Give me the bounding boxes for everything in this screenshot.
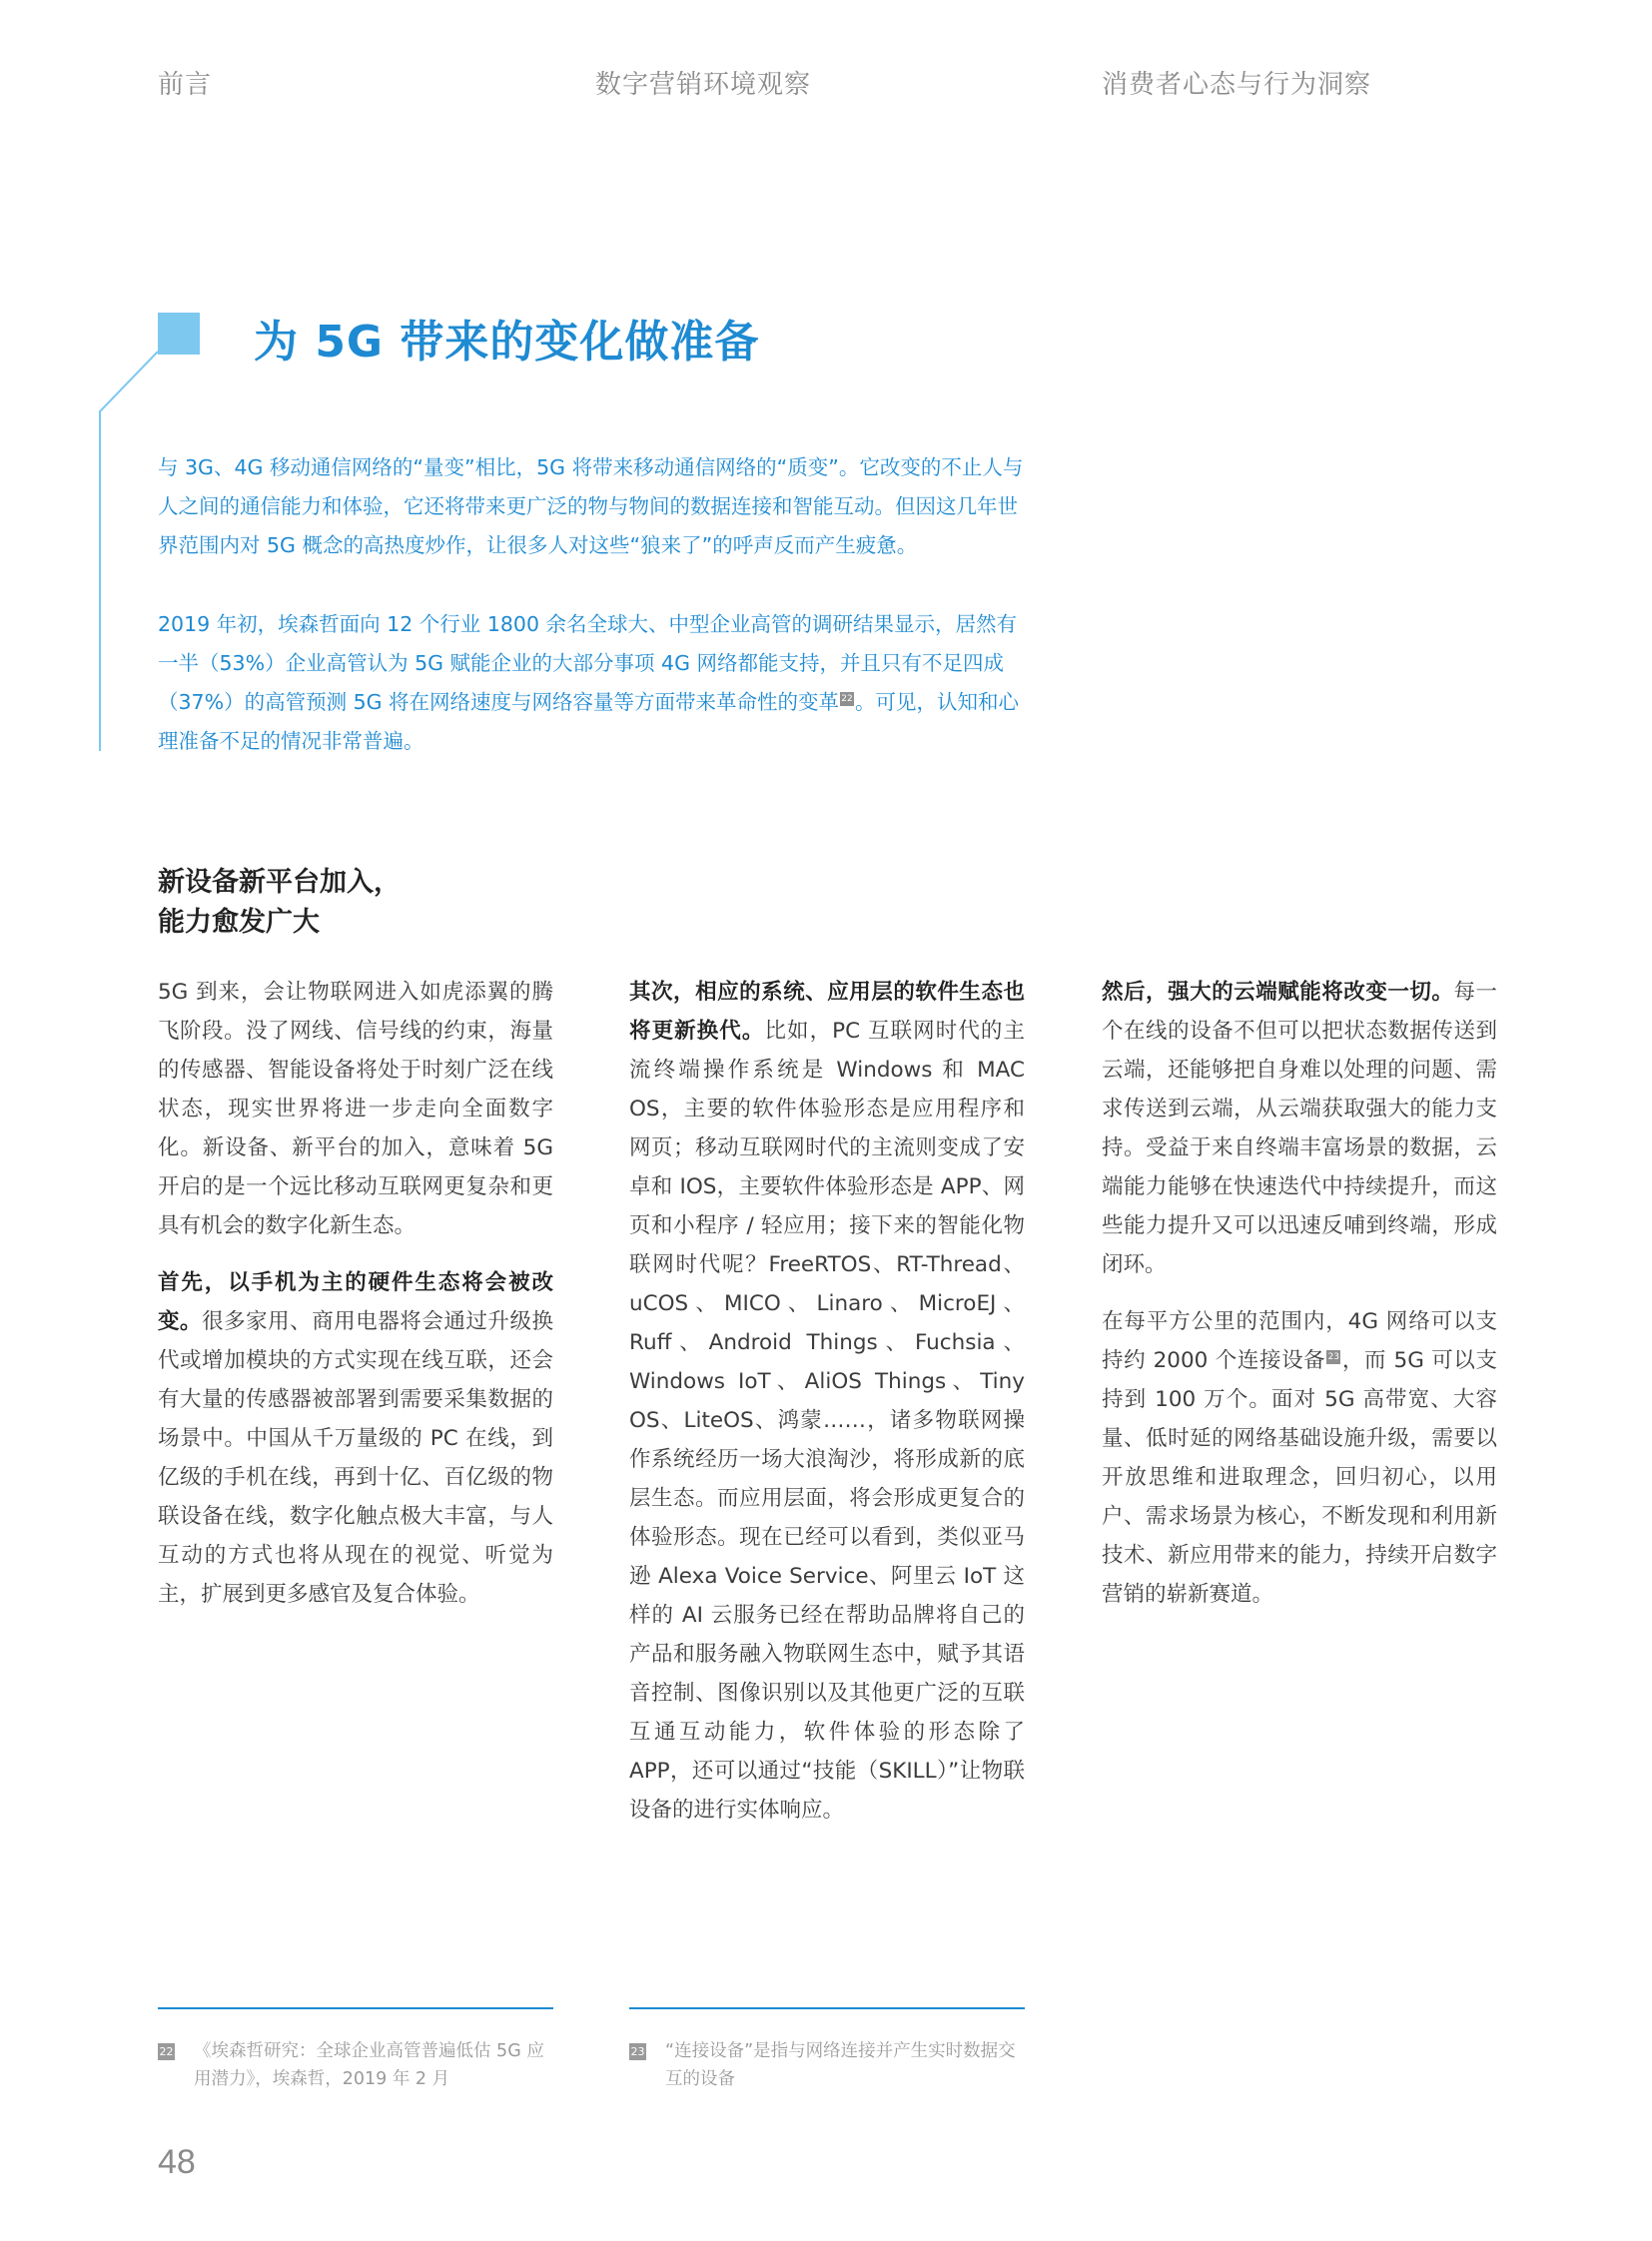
intro-paragraph-1: 与 3G、4G 移动通信网络的“量变”相比，5G 将带来移动通信网络的“质变”。它改变的不止人与人之间的通信能力和体验，它还将带来更广泛的物与物间的数据连接和智能互动。但因这几年世界范围内对 5G 概念的高热度炒作，让很多人对这些“狼来了”的呼声反而产生疲惫。 <box>158 455 1024 557</box>
footnote-number-22: 22 <box>159 2045 174 2058</box>
nav-item-preface[interactable]: 前言 <box>158 70 213 100</box>
column-1-paragraph-2 <box>158 1263 553 1614</box>
body-column-1 <box>158 973 553 1632</box>
column-3-paragraph-2-text-end: ，而 5G 可以支持到 100 万个。面对 5G 高带宽、大容量、低时延的网络基础设施升级，需要以开放思维和进取理念，回归初心，以用户、需求场景为核心，不断发现和利用新技术、新应用带来的能力，持续开启数字营销的崭新赛道。 <box>1102 1348 1498 1607</box>
column-3-paragraph-1 <box>1102 973 1497 1284</box>
nav-item-consumer-insight[interactable]: 消费者心态与行为洞察 <box>1102 70 1372 100</box>
nav-item-digital-marketing[interactable]: 数字营销环境观察 <box>595 70 812 100</box>
footnote-ref-23[interactable]: 23 <box>1327 1351 1340 1362</box>
column-3-lead-sentence: 然后，强大的云端赋能将改变一切。 <box>1102 980 1454 1005</box>
footnote-divider-1 <box>158 2007 553 2009</box>
footnote-22 <box>158 2037 553 2093</box>
intro-paragraph-2-text: 2019 年初，埃森哲面向 12 个行业 1800 余名全球大、中型企业高管的调研结果显示，居然有一半（53%）企业高管认为 5G 赋能企业的大部分事项 4G 网络都能支持，并且只有不足四成（37%）的高管预测 5G 将在网络速度与网络容量等方面带来革命性的变革 <box>158 612 1018 714</box>
column-2-paragraph-1-text: 比如，PC 互联网时代的主流终端操作系统是 Windows 和 MAC OS，主要的软件体验形态是应用程序和网页；移动互联网时代的主流则变成了安卓和 IOS，主要软件体验形态是 APP、网页和小程序 / 轻应用；接下来的智能化物联网时代呢？FreeRTOS、RT-Thread、uCOS、MICO、Linaro、MicroEJ、Ruff、Android Things、Fuchsia、Windows IoT、AliOS Things、Tiny OS、LiteOS、鸿蒙……，诸多物联网操作系统经历一场大浪淘沙，将形成新的底层生态。而应用层面，将会形成更复合的体验形态。现在已经可以看到，类似亚马逊 Alexa Voice Service、阿里云 IoT 这样的 AI 云服务已经在帮助品牌将自己的产品和服务融入物联网生态中，赋予其语音控制、图像识别以及其他更广泛的互联互通互动能力，软件体验的形态除了 APP，还可以通过“技能（SKILL）”让物联设备的进行实体响应。 <box>629 1019 1025 1823</box>
page-number: 48 <box>158 2143 196 2181</box>
body-column-3 <box>1102 973 1497 1632</box>
subheading-line-2: 能力愈发广大 <box>158 907 320 938</box>
column-3-paragraph-2-text: 在每平方公里的范围内，4G 网络可以支持约 2000 个连接设备 <box>1102 1309 1497 1373</box>
footnote-23 <box>629 2037 1025 2093</box>
footnote-text-22: 《埃森哲研究：全球企业高管普遍低估 5G 应用潜力》，埃森哲，2019 年 2 月 <box>194 2041 544 2089</box>
footnote-number-23: 23 <box>630 2045 645 2058</box>
column-1-paragraph-2-text: 很多家用、商用电器将会通过升级换代或增加模块的方式实现在线互联，还会有大量的传感器被部署到需要采集数据的场景中。中国从千万量级的 PC 在线，到亿级的手机在线，再到十亿、百亿级的物联设备在线，数字化触点极大丰富，与人互动的方式也将从现在的视觉、听觉为主，扩展到更多感官及复合体验。 <box>158 1309 553 1607</box>
column-1-lead-sentence: 首先，以手机为主的硬件生态将会被改变。 <box>158 1270 553 1334</box>
footnote-divider-2 <box>629 2007 1025 2009</box>
column-2-paragraph-1 <box>629 973 1025 1830</box>
footnote-ref-22[interactable]: 22 <box>841 694 853 705</box>
intro-paragraph-2 <box>158 605 1025 761</box>
column-1-paragraph-1: 5G 到来，会让物联网进入如虎添翼的腾飞阶段。没了网线、信号线的约束，海量的传感器、智能设备将处于时刻广泛在线状态，现实世界将进一步走向全面数字化。新设备、新平台的加入，意味着 5G 开启的是一个远比移动互联网更复杂和更具有机会的数字化新生态。 <box>158 980 553 1238</box>
title-accent-square <box>158 313 200 355</box>
subheading <box>158 863 401 943</box>
intro-paragraph-2-text-end: 。可见，认知和心理准备不足的情况非常普遍。 <box>158 690 1020 753</box>
footnote-text-23: “连接设备”是指与网络连接并产生实时数据交互的设备 <box>665 2041 1016 2089</box>
column-2-lead-sentence: 其次，相应的系统、应用层的软件生态也将更新换代。 <box>629 980 1025 1044</box>
subheading-line-1: 新设备新平台加入， <box>158 867 401 898</box>
section-title: 为 5G 带来的变化做准备 <box>254 317 760 368</box>
body-column-2 <box>629 973 1025 1848</box>
column-3-paragraph-2 <box>1102 1302 1497 1614</box>
column-3-paragraph-1-text: 每一个在线的设备不但可以把状态数据传送到云端，还能够把自身难以处理的问题、需求传送到云端，从云端获取强大的能力支持。受益于来自终端丰富场景的数据，云端能力能够在快速迭代中持续提升，而这些能力提升又可以迅速反哺到终端，形成闭环。 <box>1102 980 1497 1277</box>
